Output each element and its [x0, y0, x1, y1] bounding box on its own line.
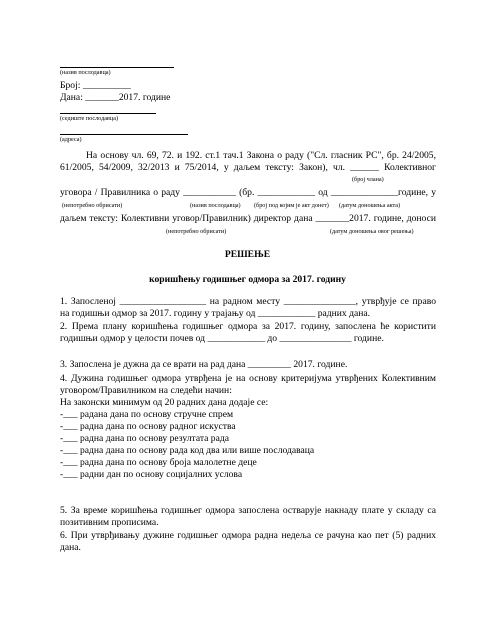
document-subtitle: коришћењу годишњег одмора за 2017. годину: [149, 274, 346, 285]
item-6-line-1: 6. При утврђивању дужине годишњег одмора радна недеља се рачуна као пет (5) радних: [60, 530, 436, 541]
item-4-line-2: уговором/Правилником на следећи начин:: [60, 385, 232, 396]
document-number: Број: __________: [60, 80, 131, 91]
preamble-line-1: На основу чл. 69, 72. и 192. ст.1 тач.1 Закона о раду ("Сл. гласник РС", бр. 24/2005,: [86, 150, 436, 161]
address-line: [60, 134, 188, 135]
item-4-bullet-3: -___ радна дана по основу резултата рада: [60, 433, 229, 444]
caption-act-date: (датум доношења акта): [339, 202, 401, 209]
item-5-line-1: 5. За време коришћења годишњег одмора запослена остварује накнаду плате у складу са: [60, 505, 436, 516]
address-caption: (адреса): [60, 136, 82, 143]
employer-name-line: [60, 67, 174, 68]
caption-act-number: (број под којим је акт донет): [254, 202, 329, 209]
caption-unnecessary-2: (непотребно обрисати): [166, 228, 227, 235]
preamble-line-2: 61/2005, 54/2009, 32/2013 и 75/2014, у даљем тексту: Закон), чл. ______ Колективног: [60, 162, 436, 173]
item-4-line-1: 4. Дужина годишњег одмора утврђена је на основу критеријума утврђених Колективним: [60, 373, 436, 384]
item-2-line-2: годишњи одмор у целости почев од ____________ до _______________ године.: [60, 333, 384, 344]
item-4-bullet-1: -___ радана дана по основу стручне спрем: [60, 409, 234, 420]
item-4-bullet-4: -___ радна дана по основу рада код два или више послодаваца: [60, 445, 315, 456]
caption-unnecessary-1: (непотребно обрисати): [62, 202, 123, 209]
caption-employer-name-2: (назив послодавца): [190, 202, 241, 209]
item-1-line-2: на годишњи одмор за 2017. годину у трајању од ____________ радних дана.: [60, 308, 371, 319]
preamble-line-3: уговора / Правилника о раду ___________ (бр. ____________ од ______________године, у: [60, 187, 436, 198]
item-4-bullet-6: -___ радни дан по основу социјалних услова: [60, 469, 243, 480]
employer-name-caption: (назив послодавца): [60, 69, 111, 76]
preamble-line-4: даљем тексту: Колективни уговор/Правилник) директор дана _______2017. године, доноси: [60, 213, 436, 224]
item-4-line-3: На законски минимум од 20 радних дана додаје се:: [60, 397, 269, 408]
employer-seat-caption: (седиште послодавца): [60, 115, 119, 122]
caption-article-number: (број члана): [352, 176, 384, 183]
item-6-line-2: дана.: [60, 542, 81, 553]
item-5-line-2: позитивним прописима.: [60, 517, 159, 528]
caption-decision-date: (датум доношења овог решења): [330, 228, 414, 235]
document-date: Дана: _______2017. године: [60, 92, 171, 103]
item-1-line-1: 1. Запосленој __________________ на радном месту _______________, утврђује се право: [60, 296, 436, 307]
document-title: РЕШЕЊЕ: [224, 249, 271, 260]
item-3: 3. Запослена је дужна да се врати на рад дана _________ 2017. године.: [60, 359, 348, 370]
item-4-bullet-2: -___ радна дана по основу радног искуства: [60, 421, 236, 432]
item-4-bullet-5: -___ радна дана по основу броја малолетне деце: [60, 457, 257, 468]
item-2-line-1: 2. Према плану коришћења годишњег одмора за 2017. годину, запослена ће користити: [60, 321, 436, 332]
employer-seat-line: [60, 113, 156, 114]
